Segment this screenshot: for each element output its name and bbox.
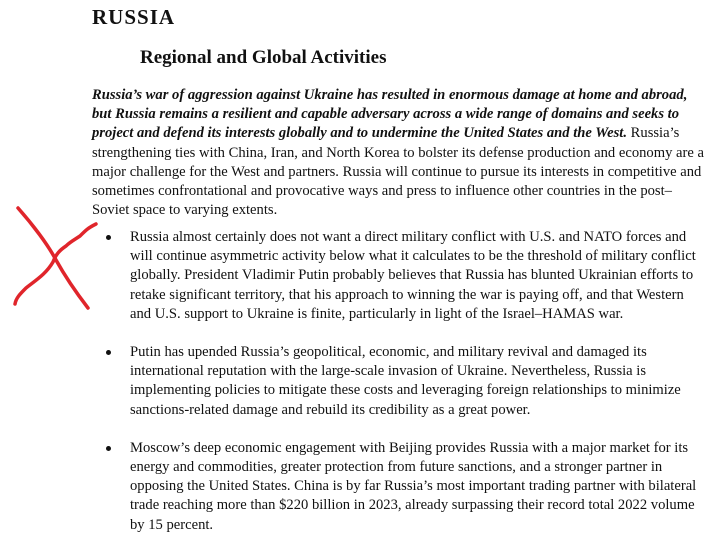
intro-paragraph [92, 86, 704, 220]
bullet-item [102, 228, 704, 324]
bullet-item [102, 343, 704, 420]
section-subtitle: Regional and Global Activities [140, 47, 387, 68]
bullet-text: Russia almost certainly does not want a direct military conflict with U.S. and NATO forces and will continue asymmetric activity below what it calculates to be the threshold of military conflict globally. President Vladimir Putin probably believes that Russia has blunted Ukrainian efforts to retake significant territory, that his approach to winning the war is paying off, and that Western and U.S. support to Ukraine is finite, particularly in light of the Israel–HAMAS war. [130, 229, 696, 322]
intro-body: Russia’s strengthening ties with China, Iran, and North Korea to bolster its defense production and economy are a major challenge for the West and partners. Russia will continue to pursue its interests in competitive and sometimes confrontational and provocative ways and press to influence other countries in the post–Soviet space to varying extents. [92, 125, 704, 219]
red-x-mark-icon [8, 200, 103, 315]
bullet-dot-icon [106, 235, 111, 240]
bullet-dot-icon [106, 446, 111, 451]
intro-lead: Russia’s war of aggression against Ukraine has resulted in enormous damage at home and abroad, but Russia remains a resilient and capable adversary across a wide range of domains and seeks to project and defend its interests globally and to undermine the United States and the West. [92, 87, 688, 142]
document-title: RUSSIA [92, 5, 176, 29]
bullet-list [102, 228, 704, 535]
bullet-item [102, 439, 704, 535]
bullet-dot-icon [106, 350, 111, 355]
bullet-text: Putin has upended Russia’s geopolitical, economic, and military revival and damaged its international reputation with the large-scale invasion of Ukraine. Nevertheless, Russia is implementing policies to mitigate these costs and leveraging foreign relationships to minimize sanctions-related damage and rebuild its credibility as a great power. [130, 344, 681, 418]
bullet-text: Moscow’s deep economic engagement with Beijing provides Russia with a major market for its energy and commodities, greater protection from future sanctions, and a stronger partner in opposing the United States. China is by far Russia’s most important trading partner with bilateral trade reaching more than $220 billion in 2023, already surpassing their record total 2022 volume by 15 percent. [130, 439, 697, 533]
